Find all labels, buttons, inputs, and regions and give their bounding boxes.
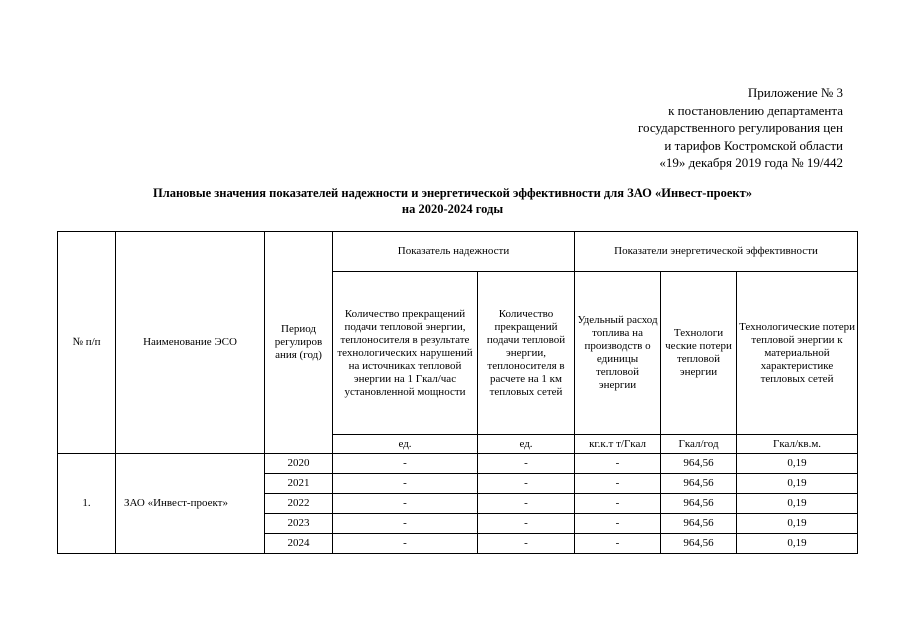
header-col: Количество прекращений подачи тепловой энергии, теплоносителя в результате технологических нарушений на источниках тепловой энергии на 1 Гкал/час установленной мощности: [333, 272, 478, 435]
unit-cell: Гкал/год: [661, 435, 737, 454]
appendix-line: к постановлению департамента: [668, 102, 843, 118]
appendix-line: «19» декабря 2019 года № 19/442: [659, 155, 843, 170]
table-row: [58, 454, 858, 474]
header-col: Удельный расход топлива на производств о единицы тепловой энергии: [575, 272, 661, 435]
title-line-1: Плановые значения показателей надежности и энергетической эффективности для ЗАО «Инвест-проект»: [152, 186, 753, 200]
org-name: ЗАО «Инвест-проект»: [116, 454, 265, 554]
year-cell: 2022: [265, 494, 333, 514]
appendix-block: [638, 84, 843, 172]
value-cell: 964,56: [661, 454, 737, 474]
value-cell: -: [478, 534, 575, 554]
document-title: [0, 185, 905, 217]
unit-cell: кг.к.т т/Гкал: [575, 435, 661, 454]
header-group-reliability: Показатель надежности: [333, 232, 575, 272]
value-cell: -: [478, 514, 575, 534]
year-cell: 2023: [265, 514, 333, 534]
header-row-groups: [58, 232, 858, 272]
appendix-line: государственного регулирования цен: [638, 120, 843, 135]
header-num: № п/п: [58, 232, 116, 454]
year-cell: 2020: [265, 454, 333, 474]
value-cell: -: [333, 494, 478, 514]
header-group-efficiency: Показатели энергетической эффективности: [575, 232, 858, 272]
value-cell: 0,19: [737, 454, 858, 474]
value-cell: 964,56: [661, 514, 737, 534]
value-cell: -: [575, 534, 661, 554]
unit-cell: ед.: [478, 435, 575, 454]
unit-cell: Гкал/кв.м.: [737, 435, 858, 454]
value-cell: 0,19: [737, 514, 858, 534]
value-cell: -: [333, 454, 478, 474]
header-period: Период регулиров ания (год): [265, 232, 333, 454]
appendix-line: Приложение № 3: [747, 85, 843, 100]
value-cell: 964,56: [661, 494, 737, 514]
value-cell: -: [333, 514, 478, 534]
value-cell: -: [333, 474, 478, 494]
header-col: Количество прекращений подачи тепловой энергии, теплоносителя в расчете на 1 км тепловых сетей: [478, 272, 575, 435]
year-cell: 2021: [265, 474, 333, 494]
value-cell: -: [575, 514, 661, 534]
value-cell: 964,56: [661, 474, 737, 494]
value-cell: 0,19: [737, 474, 858, 494]
appendix-line: и тарифов Костромской области: [664, 137, 843, 153]
value-cell: -: [575, 474, 661, 494]
indicators-table: [57, 231, 858, 554]
value-cell: 0,19: [737, 494, 858, 514]
value-cell: -: [575, 454, 661, 474]
value-cell: -: [478, 474, 575, 494]
value-cell: -: [575, 494, 661, 514]
unit-cell: ед.: [333, 435, 478, 454]
header-name: Наименование ЭСО: [116, 232, 265, 454]
value-cell: 0,19: [737, 534, 858, 554]
value-cell: 964,56: [661, 534, 737, 554]
header-col: Технологические потери тепловой энергии к материальной характеристике тепловых сетей: [737, 272, 858, 435]
header-col: Технологи ческие потери тепловой энергии: [661, 272, 737, 435]
value-cell: -: [333, 534, 478, 554]
org-num: 1.: [58, 454, 116, 554]
value-cell: -: [478, 454, 575, 474]
year-cell: 2024: [265, 534, 333, 554]
value-cell: -: [478, 494, 575, 514]
title-line-2: на 2020-2024 годы: [401, 202, 504, 216]
